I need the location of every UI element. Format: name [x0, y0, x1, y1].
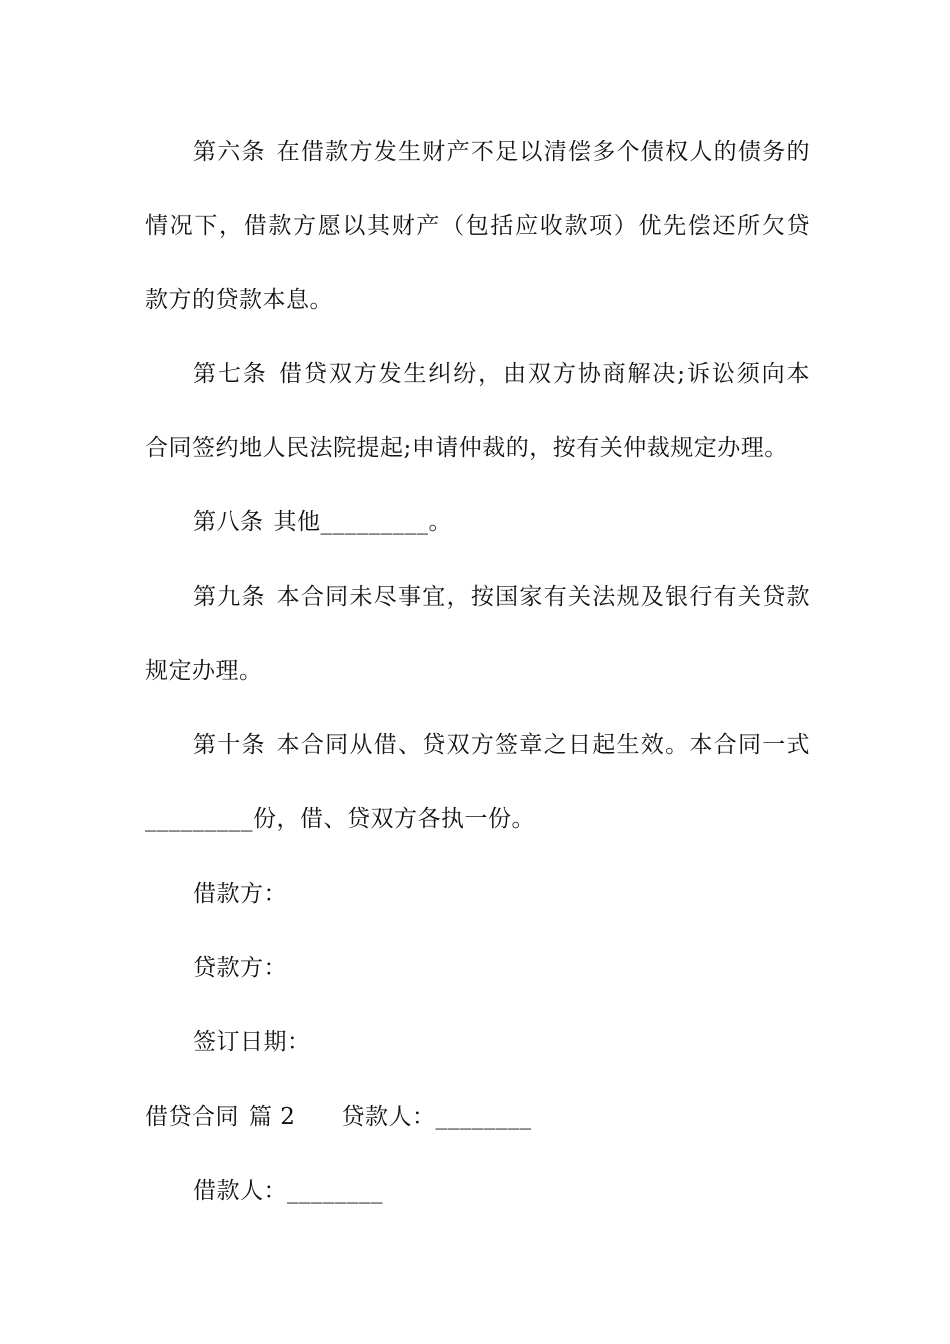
article-9-text-1: 本合同未尽事宜，按国家有关法规及银行有关贷款 [275, 584, 811, 610]
article-9-line-2: 规定办理。 [145, 658, 263, 684]
borrower-field: 借款人：________ [193, 1178, 383, 1204]
lender-signature: 贷款方： [193, 955, 287, 981]
article-8-line-1 [193, 507, 810, 537]
article-8-text-1: 其他_________。 [273, 509, 452, 535]
signing-date: 签订日期： [193, 1029, 311, 1055]
article-6-line-2: 情况下，借款方愿以其财产（包括应收款项）优先偿还所欠贷 [145, 213, 810, 239]
article-10-line-2: _________份，借、贷双方各执一份。 [145, 806, 535, 832]
article-7-line-1 [193, 359, 810, 389]
section-2-heading [145, 1102, 810, 1132]
article-9-label: 第九条 [193, 584, 266, 610]
article-6-label: 第六条 [193, 139, 266, 165]
article-6-line-1 [193, 137, 810, 167]
article-10-label: 第十条 [193, 732, 266, 758]
section-2-number: 篇 2 [249, 1104, 296, 1130]
article-7-text-1: 借贷双方发生纠纷，由双方协商解决;诉讼须向本 [277, 361, 811, 387]
article-10-text-1: 本合同从借、贷双方签章之日起生效。本合同一式 [275, 732, 811, 758]
article-7-label: 第七条 [193, 361, 268, 387]
section-2-title: 借贷合同 [145, 1104, 239, 1130]
article-7-line-2: 合同签约地人民法院提起;申请仲裁的，按有关仲裁规定办理。 [145, 435, 788, 461]
article-10-line-1 [193, 730, 810, 760]
borrower-signature: 借款方： [193, 881, 287, 907]
article-6-line-3: 款方的贷款本息。 [145, 287, 333, 313]
article-9-line-1 [193, 582, 810, 612]
lender-field: 贷款人：________ [341, 1104, 532, 1130]
article-8-label: 第八条 [193, 509, 264, 535]
article-6-text-1: 在借款方发生财产不足以清偿多个债权人的债务的 [275, 139, 811, 165]
